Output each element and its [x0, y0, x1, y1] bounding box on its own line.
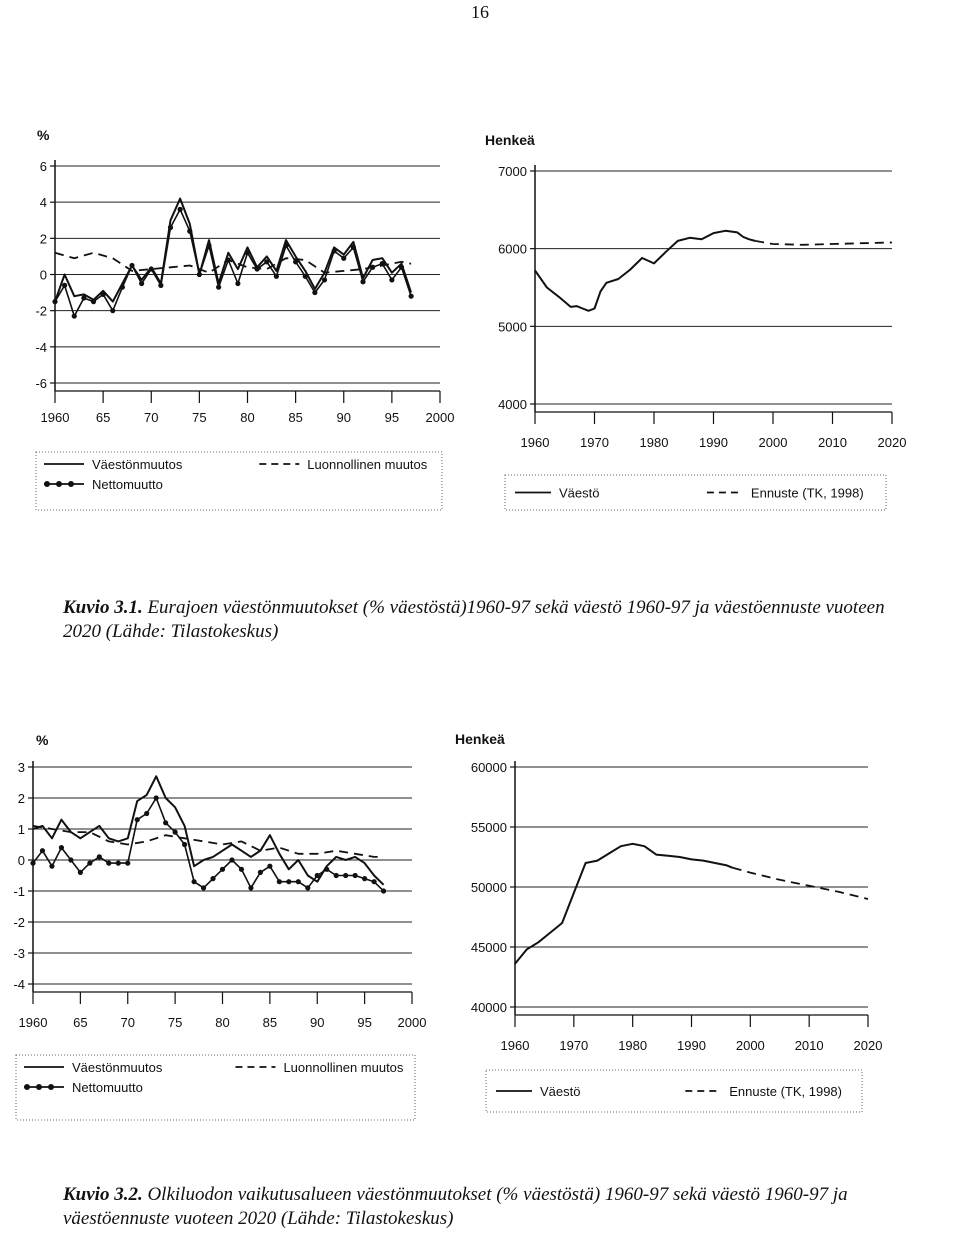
data-point [389, 277, 394, 282]
data-point [139, 281, 144, 286]
legend-marker [56, 481, 62, 487]
x-tick-label: 85 [262, 1015, 278, 1030]
data-point [360, 279, 365, 284]
data-point [267, 864, 272, 869]
data-point [255, 266, 260, 271]
data-point [49, 864, 54, 869]
y-tick-label: -1 [13, 884, 25, 899]
y-tick-label: 50000 [470, 880, 507, 895]
x-tick-label: 75 [192, 410, 207, 425]
data-point [220, 867, 225, 872]
legend-marker [36, 1084, 42, 1090]
data-point [409, 294, 414, 299]
x-tick-label: 80 [215, 1015, 230, 1030]
series-line-nettomuutto [33, 798, 384, 891]
data-point [315, 873, 320, 878]
data-point [312, 290, 317, 295]
data-point [125, 861, 130, 866]
data-point [187, 229, 192, 234]
x-tick-label: 65 [73, 1015, 88, 1030]
y-tick-label: -4 [13, 977, 25, 992]
x-tick-label: 80 [240, 410, 255, 425]
x-tick-label: 1990 [677, 1038, 706, 1053]
y-axis-label: Henkeä [485, 132, 535, 148]
data-point [30, 861, 35, 866]
x-tick-label: 1980 [618, 1038, 648, 1053]
data-point [286, 879, 291, 884]
data-point [248, 885, 253, 890]
y-tick-label: 2 [39, 231, 47, 247]
y-axis-label: % [36, 732, 49, 748]
data-point [296, 879, 301, 884]
y-tick-label: 1 [17, 822, 25, 837]
data-point [293, 259, 298, 264]
data-point [334, 873, 339, 878]
data-point [283, 243, 288, 248]
data-point [87, 861, 92, 866]
y-tick-label: 6 [39, 159, 47, 174]
x-tick-label: 1970 [559, 1038, 589, 1053]
caption-text: Eurajoen väestönmuutokset (% väestöstä)1960-97 sekä väestö 1960-97 ja väestöennuste vuoteen 2020 (Lähde: Tilastokeskus) [63, 597, 885, 642]
data-point [197, 272, 202, 277]
series-line-ennuste-tk-1998- [755, 241, 892, 245]
y-axis-label: Henkeä [455, 731, 505, 747]
data-point [129, 263, 134, 268]
data-point [206, 243, 211, 248]
data-point [239, 867, 244, 872]
caption-label: Kuvio 3.1. [63, 597, 143, 618]
legend-marker [68, 481, 74, 487]
data-point [399, 265, 404, 270]
data-point [305, 885, 310, 890]
caption-text: Olkiluodon vaikutusalueen väestönmuutokset (% väestöstä) 1960-97 sekä väestö 1960-97 ja väestöennuste vuoteen 2020 (Lähde: Tilastokeskus) [63, 1184, 848, 1229]
data-point [59, 845, 64, 850]
x-tick-label: 70 [120, 1015, 135, 1030]
legend-label: Ennuste (TK, 1998) [729, 1084, 843, 1099]
y-tick-label: -3 [13, 946, 25, 961]
y-tick-label: -4 [35, 339, 47, 355]
data-point [229, 857, 234, 862]
y-tick-label: 45000 [470, 940, 507, 955]
data-point [154, 795, 159, 800]
x-tick-label: 1970 [580, 435, 609, 450]
data-point [68, 857, 73, 862]
x-tick-label: 2020 [853, 1038, 883, 1053]
data-point [235, 281, 240, 286]
y-tick-label: 40000 [470, 1000, 507, 1015]
x-tick-label: 2000 [758, 435, 788, 450]
data-point [201, 885, 206, 890]
data-point [72, 313, 77, 318]
legend-label: Väestö [559, 485, 600, 501]
data-point [381, 888, 386, 893]
data-point [135, 817, 140, 822]
legend-marker [24, 1084, 30, 1090]
data-point [78, 870, 83, 875]
y-tick-label: 5000 [498, 319, 527, 335]
legend-marker [48, 1084, 54, 1090]
y-tick-label: -6 [35, 376, 47, 391]
data-point [303, 274, 308, 279]
data-point [116, 861, 121, 866]
data-point [341, 256, 346, 261]
y-tick-label: 6000 [498, 241, 527, 257]
data-point [168, 225, 173, 230]
x-tick-label: 95 [357, 1015, 372, 1030]
data-point [40, 848, 45, 853]
page-number: 16 [471, 2, 489, 22]
data-point [81, 295, 86, 300]
series-line-v-est-nmuutos [55, 199, 411, 302]
x-tick-label: 90 [336, 410, 351, 425]
y-tick-label: 2 [17, 791, 25, 806]
x-tick-label: 70 [144, 410, 159, 425]
legend-label: Nettomuutto [92, 477, 163, 492]
data-point [353, 873, 358, 878]
data-point [332, 248, 337, 253]
y-tick-label: -2 [13, 915, 25, 930]
legend-label: Väestönmuutos [72, 1060, 163, 1075]
x-tick-label: 95 [384, 410, 400, 425]
x-tick-label: 85 [288, 410, 303, 425]
data-point [52, 299, 57, 304]
data-point [91, 299, 96, 304]
x-tick-label: 1960 [40, 410, 70, 425]
data-point [277, 879, 282, 884]
x-tick-label: 90 [310, 1015, 325, 1030]
data-point [144, 811, 149, 816]
data-point [163, 820, 168, 825]
data-point [324, 867, 329, 872]
x-tick-label: 65 [95, 410, 111, 425]
x-tick-label: 1990 [699, 435, 728, 450]
legend-label: Väestö [540, 1084, 581, 1099]
legend-label: Nettomuutto [72, 1080, 143, 1095]
data-point [322, 277, 327, 282]
x-tick-label: 1960 [520, 435, 550, 450]
data-point [120, 285, 125, 290]
x-tick-label: 2000 [735, 1038, 765, 1053]
y-tick-label: 4000 [498, 397, 527, 412]
y-tick-label: 0 [39, 267, 47, 283]
data-point [362, 876, 367, 881]
data-point [245, 250, 250, 255]
data-point [372, 879, 377, 884]
x-tick-label: 2010 [794, 1038, 824, 1053]
data-point [370, 265, 375, 270]
x-tick-label: 75 [167, 1015, 183, 1030]
y-tick-label: 3 [17, 760, 25, 775]
data-point [380, 261, 385, 266]
x-tick-label: 1980 [639, 435, 669, 450]
data-point [210, 876, 215, 881]
y-tick-label: 4 [39, 195, 47, 211]
data-point [274, 274, 279, 279]
data-point [191, 879, 196, 884]
data-point [178, 207, 183, 212]
x-tick-label: 1960 [500, 1038, 530, 1053]
x-tick-label: 2010 [818, 435, 847, 450]
series-line-v-est- [535, 231, 755, 311]
y-tick-label: 60000 [470, 760, 507, 775]
data-point [258, 870, 263, 875]
data-point [149, 266, 154, 271]
legend-label: Väestönmuutos [92, 457, 183, 472]
y-tick-label: 0 [17, 853, 25, 868]
x-tick-label: 1960 [18, 1015, 48, 1030]
caption-figure-3-1 [63, 596, 923, 644]
x-tick-label: 2000 [425, 410, 455, 425]
y-tick-label: 7000 [498, 164, 527, 179]
legend-label: Luonnollinen muutos [283, 1060, 404, 1075]
caption-label: Kuvio 3.2. [63, 1184, 143, 1205]
legend-label: Luonnollinen muutos [307, 457, 428, 472]
series-line-ennuste-tk-1998- [733, 868, 868, 899]
data-point [97, 854, 102, 859]
data-point [351, 245, 356, 250]
x-tick-label: 2000 [397, 1015, 427, 1030]
data-point [101, 292, 106, 297]
data-point [226, 257, 231, 262]
data-point [158, 283, 163, 288]
y-tick-label: -2 [35, 303, 47, 319]
data-point [343, 873, 348, 878]
legend-label: Ennuste (TK, 1998) [750, 485, 864, 501]
series-line-luonnollinen-muutos [33, 826, 384, 857]
y-axis-label: % [37, 127, 50, 143]
series-line-v-est- [515, 844, 733, 964]
data-point [173, 830, 178, 835]
x-tick-label: 2020 [877, 435, 907, 450]
caption-figure-3-2 [63, 1183, 923, 1231]
y-tick-label: 55000 [470, 820, 507, 835]
data-point [182, 842, 187, 847]
data-point [110, 308, 115, 313]
data-point [62, 283, 67, 288]
data-point [106, 861, 111, 866]
legend-marker [44, 481, 50, 487]
series-line-v-est-nmuutos [33, 776, 384, 885]
data-point [264, 259, 269, 264]
data-point [216, 285, 221, 290]
